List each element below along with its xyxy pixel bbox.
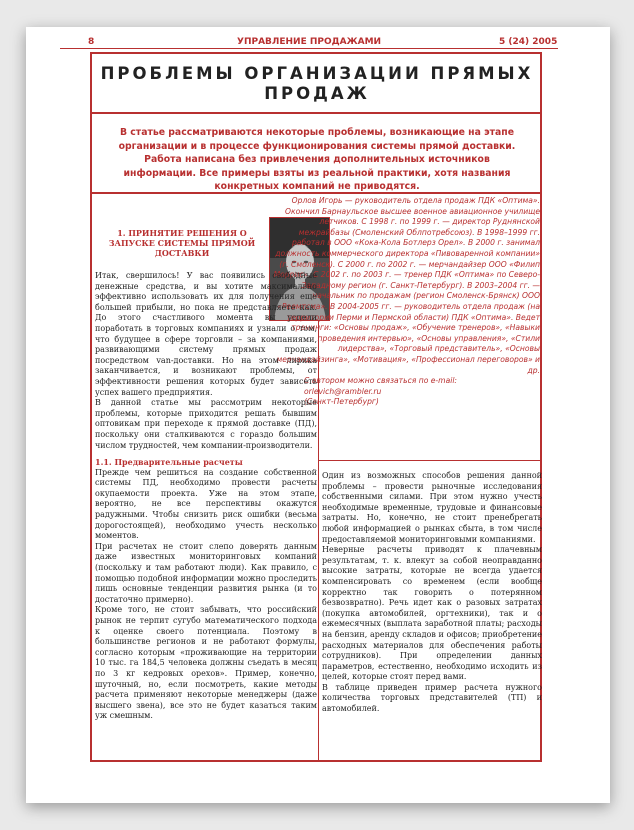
left-column: [95, 271, 317, 722]
article-title: ПРОБЛЕМЫ ОРГАНИЗАЦИИ ПРЯМЫХ ПРОДАЖ: [100, 64, 534, 103]
author-contact-label: С автором можно связаться по e-mail:: [304, 376, 457, 386]
page-number: 8: [88, 37, 95, 47]
issue-number: 5 (24) 2005: [499, 37, 558, 47]
author-bio-text: Орлов Игорь — руководитель отдела продаж ПДК «Оптима». Окончил Барнаульское высшее военное авиационное училище летчиков. С 1998 г. по 1999 г. — директор Руднянской межрайбазы (Смоленский Облпотребсоюз). В 1998–1999 гг. работал в ООО «Кока-Кола Ботлерз Орел». В 2000 г. занимал должность коммерческого директора «Пивоваренной компании» (г. Смоленск). С 2000 г. по 2002 г. — мерчандайзер ООО «Филип Моррис». С 2002 г. по 2003 г. — тренер ПДК «Оптима» по Северо-Западному регион (г. Санкт-Петербург). В 2003–2004 гг. — начальник по продажам (регион Смоленск-Брянск) ООО «Реемтсма». В 2004-2005 гг. — руководитель отдела продаж (на территории Перми и Пермской области) ПДК «Оптима». Ведет тренинги: «Основы продаж», «Обучение тренеров», «Навыки проведения интервью», «Основы управления», «Стили лидерства», «Торговый представитель», «Основы мерчандайзинга», «Мотивация», «Профессионал переговоров» и др.: [273, 196, 540, 375]
paragraph: В данной статье мы рассмотрим некоторые проблемы, которые приходится решать бывшим оптовикам при переходе к прямой доставке (ПД), поскольку они сталкиваются с гораздо большим числом трудностей, чем компании-производители.: [95, 398, 317, 450]
paragraph: В таблице приведен пример расчета нужного количества торговых представителей (ТП) и автомобилей.: [322, 682, 542, 714]
article-intro: В статье рассматриваются некоторые проблемы, возникающие на этапе организации и в процессе функционирования системы прямой доставки. Работа написана без привлечения дополнительных источников информации. Все примеры взяты из реальной практики, хотя названия конкретных компаний не приводятся.: [118, 127, 516, 192]
subsection-title: 1.1. Предварительные расчеты: [95, 457, 243, 468]
column-divider: [318, 320, 319, 760]
author-city: (Санкт-Петербург): [304, 397, 379, 407]
title-rule: [92, 112, 542, 114]
paragraph: Один из возможных способов решения данной проблемы – провести рыночные исследования собственными силами. При этом нужно учесть необходимые временные, трудовые и финансовые затраты. Но, конечно, не стоит пренебрегать любой информацией о рынках сбыта, в том числе предоставляемой мониторинговыми компаниями.: [322, 471, 542, 544]
paragraph: Неверные расчеты приводят к плачевным результатам, т. к. влекут за собой неоправданно высокие затраты, которые не всегда удается компенсировать со временем (если вообще корректно так говорить о потерянном безвозвратно). Речь идет как о разовых затратах (покупка автомобилей, оргтехники), так и о ежемесячных (выплата заработной платы; расходы на бензин, аренду складов и офисов; приобретение расходных материалов для обеспечения работы сотрудников). При определении данных параметров, естественно, необходимо исходить из целей, которые стоят перед вами.: [322, 545, 542, 682]
section-title: 1. ПРИНЯТИЕ РЕШЕНИЯ О ЗАПУСКЕ СИСТЕМЫ ПРЯМОЙ ДОСТАВКИ: [108, 228, 256, 258]
paragraph: Прежде чем решиться на создание собственной системы ПД, необходимо провести расчеты окупаемости проекта. Уже на этом этапе, вероятно, не все перспективы окажутся радужными. Чтобы снизить риск ошибки (весьма дорогостоящей), необходимо учесть несколько моментов.: [95, 467, 317, 541]
right-column: [322, 471, 542, 715]
section-header: УПРАВЛЕНИЕ ПРОДАЖАМИ: [237, 37, 382, 47]
paragraph: Итак, свершилось! У вас появились свободные денежные средства, и вы хотите максимально эффективно использовать их для получения еще большей прибыли, но пока не представляете как. До этого счастливого момента вы успели поработать в торговых компаниях и узнали о том, что будущее в сфере торговли – за компаниями, развивающими систему прямых продаж посредством van-доставки. Но на этом лирика заканчивается, и возникают проблемы, от эффективности решения которых будет зависеть успех вашего предприятия.: [95, 271, 317, 397]
bio-bottom-rule: [318, 460, 542, 461]
intro-rule: [92, 192, 542, 194]
paragraph: Кроме того, не стоит забывать, что российский рынок не терпит сугубо математического подхода к оценке своего потенциала. Поэтому в большинстве регионов и не работают формулы, согласно которым «проживающие на территории 10 тыс. га 184,5 человека должны съедать в месяц по 3 кг кедровых орехов». Пример, конечно, шуточный, но, если посмотреть, какие методы расчета применяют некоторые менеджеры (даже высшего звена), все это не будет казаться таким уж смешным.: [95, 605, 317, 721]
paragraph: При расчетах не стоит слепо доверять данным даже известных мониторинговых компаний (поскольку и там работают люди). Как правило, с помощью подобной информации можно проследить лишь основные тенденции развития рынка (и то достаточно примерно).: [95, 541, 317, 604]
header-rule: [60, 48, 558, 49]
author-email-link[interactable]: orlevich@rambler.ru: [304, 386, 382, 396]
